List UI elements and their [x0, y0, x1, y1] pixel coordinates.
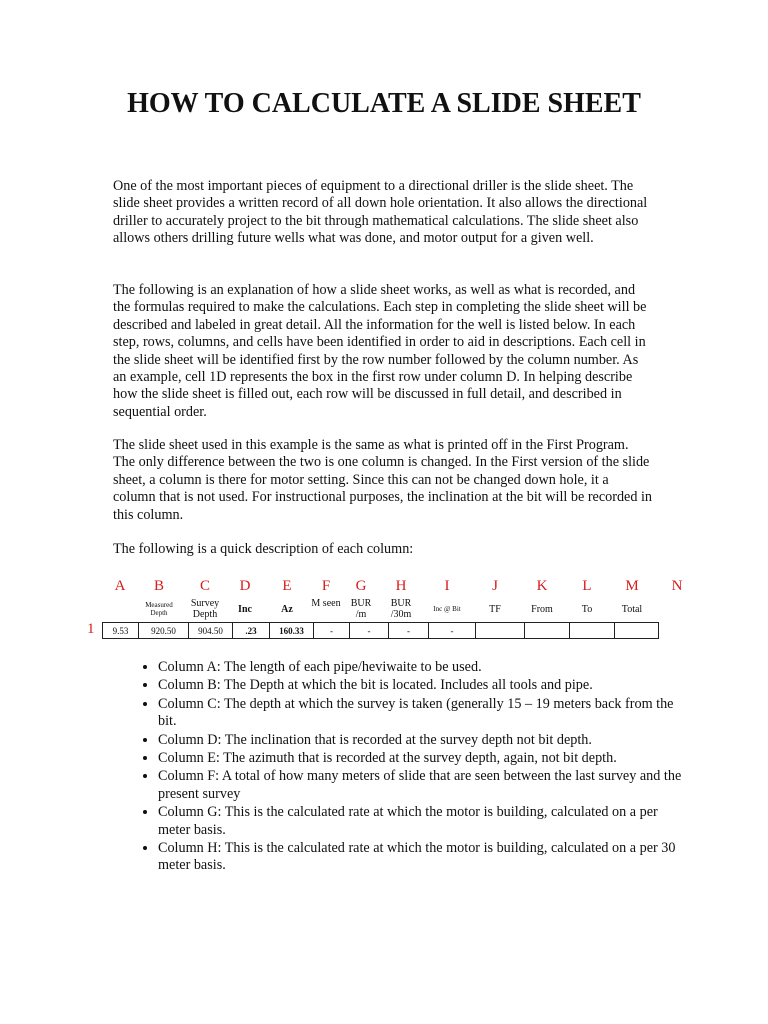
column-letter-h: H [395, 578, 407, 594]
explanation-paragraph: The following is an explanation of how a slide sheet works, as well as what is recorded, and the formulas required to make the calculations. Each step in completing the slide sheet will be described and labeled in great detail. All the information for the well is listed below. In each step, rows, columns, and cells have been identified in order to aid in descriptions. Each cell in the slide sheet will be identified first by the row number followed by the column number. As an example, cell 1D represents the box in the first row under column D. In helping describe how the slide sheet is filled out, each row will be discussed in full detail, and described in sequential order. [113, 282, 647, 420]
list-item: • Column E: The azimuth that is recorded at the survey depth, again, not bit depth. [158, 750, 688, 767]
column-description-intro: The following is a quick description of each column: [113, 541, 414, 557]
column-letter-a: A [114, 578, 126, 594]
header-az: Az [281, 604, 293, 615]
header-inc: Inc [238, 604, 252, 615]
intro-paragraph: One of the most important pieces of equipment to a directional driller is the slide sheet. The slide sheet provides a written record of all down hole orientation. It also allows the directional driller to accurately project to the bit through mathematical calculations. The slide sheet also allows others drilling future wells what was done, and motor output for a given well. [113, 178, 648, 247]
cell-1g: - [350, 623, 389, 639]
column-letter-f: F [321, 578, 331, 594]
cell-1c: 904.50 [189, 623, 233, 639]
column-letter-m: M [625, 578, 639, 594]
document-title: HOW TO CALCULATE A SLIDE SHEET [127, 88, 641, 119]
cell-1h: - [389, 623, 429, 639]
list-item: • Column B: The Depth at which the bit is located. Includes all tools and pipe. [158, 677, 688, 694]
header-total: Total [621, 604, 643, 615]
cell-1e: 160.33 [270, 623, 314, 639]
column-letter-row [0, 578, 768, 598]
column-letter-c: C [199, 578, 211, 594]
list-item: • Column F: A total of how many meters of slide that are seen between the last survey and the present survey [158, 768, 688, 803]
header-inc-at-bit: Inc @ Bit [433, 605, 461, 613]
header-bur-30m: BUR /30m [390, 598, 412, 620]
column-letter-d: D [239, 578, 251, 594]
column-letter-e: E [282, 578, 292, 594]
column-letter-k: K [536, 578, 548, 594]
column-letter-j: J [492, 578, 498, 594]
header-m-seen: M seen [311, 598, 341, 609]
column-header-row [0, 598, 768, 624]
list-item: • Column H: This is the calculated rate at which the motor is building, calculated on a per 30 meter basis. [158, 840, 688, 875]
list-item: • Column A: The length of each pipe/heviwaite to be used. [158, 659, 688, 676]
header-measured-depth: Measured Depth [145, 601, 173, 617]
cell-1d: .23 [233, 623, 270, 639]
cell-1l [570, 623, 615, 639]
cell-1j [476, 623, 525, 639]
header-tf: TF [489, 604, 501, 615]
table-row [103, 623, 659, 639]
column-letter-g: G [355, 578, 367, 594]
cell-1k [525, 623, 570, 639]
list-item: • Column G: This is the calculated rate at which the motor is building, calculated on a per meter basis. [158, 804, 688, 839]
cell-1m [615, 623, 659, 639]
column-letter-b: B [153, 578, 165, 594]
list-item: • Column D: The inclination that is recorded at the survey depth not bit depth. [158, 732, 688, 749]
column-letter-i: I [444, 578, 450, 594]
list-item: • Column C: The depth at which the survey is taken (generally 15 – 19 meters back from the bit. [158, 696, 688, 731]
slide-sheet-version-paragraph: The slide sheet used in this example is the same as what is printed off in the First Program. The only difference between the two is one column is changed. In the First version of the slide sheet, a column is there for motor setting. Since this can not be changed down hole, it a column that is not used. For instructional purposes, the inclination at the bit will be recorded in this column. [113, 437, 653, 523]
column-letter-n: N [671, 578, 683, 594]
slide-sheet-table [102, 622, 659, 639]
column-description-list [130, 659, 688, 876]
cell-1b: 920.50 [139, 623, 189, 639]
header-survey-depth: Survey Depth [190, 598, 220, 620]
cell-1a: 9.53 [103, 623, 139, 639]
column-letter-l: L [582, 578, 592, 594]
header-to: To [581, 604, 593, 615]
cell-1f: - [314, 623, 350, 639]
header-bur-m: BUR /m [350, 598, 372, 620]
row-number: 1 [87, 621, 95, 637]
header-from: From [531, 604, 553, 615]
cell-1i: - [429, 623, 476, 639]
